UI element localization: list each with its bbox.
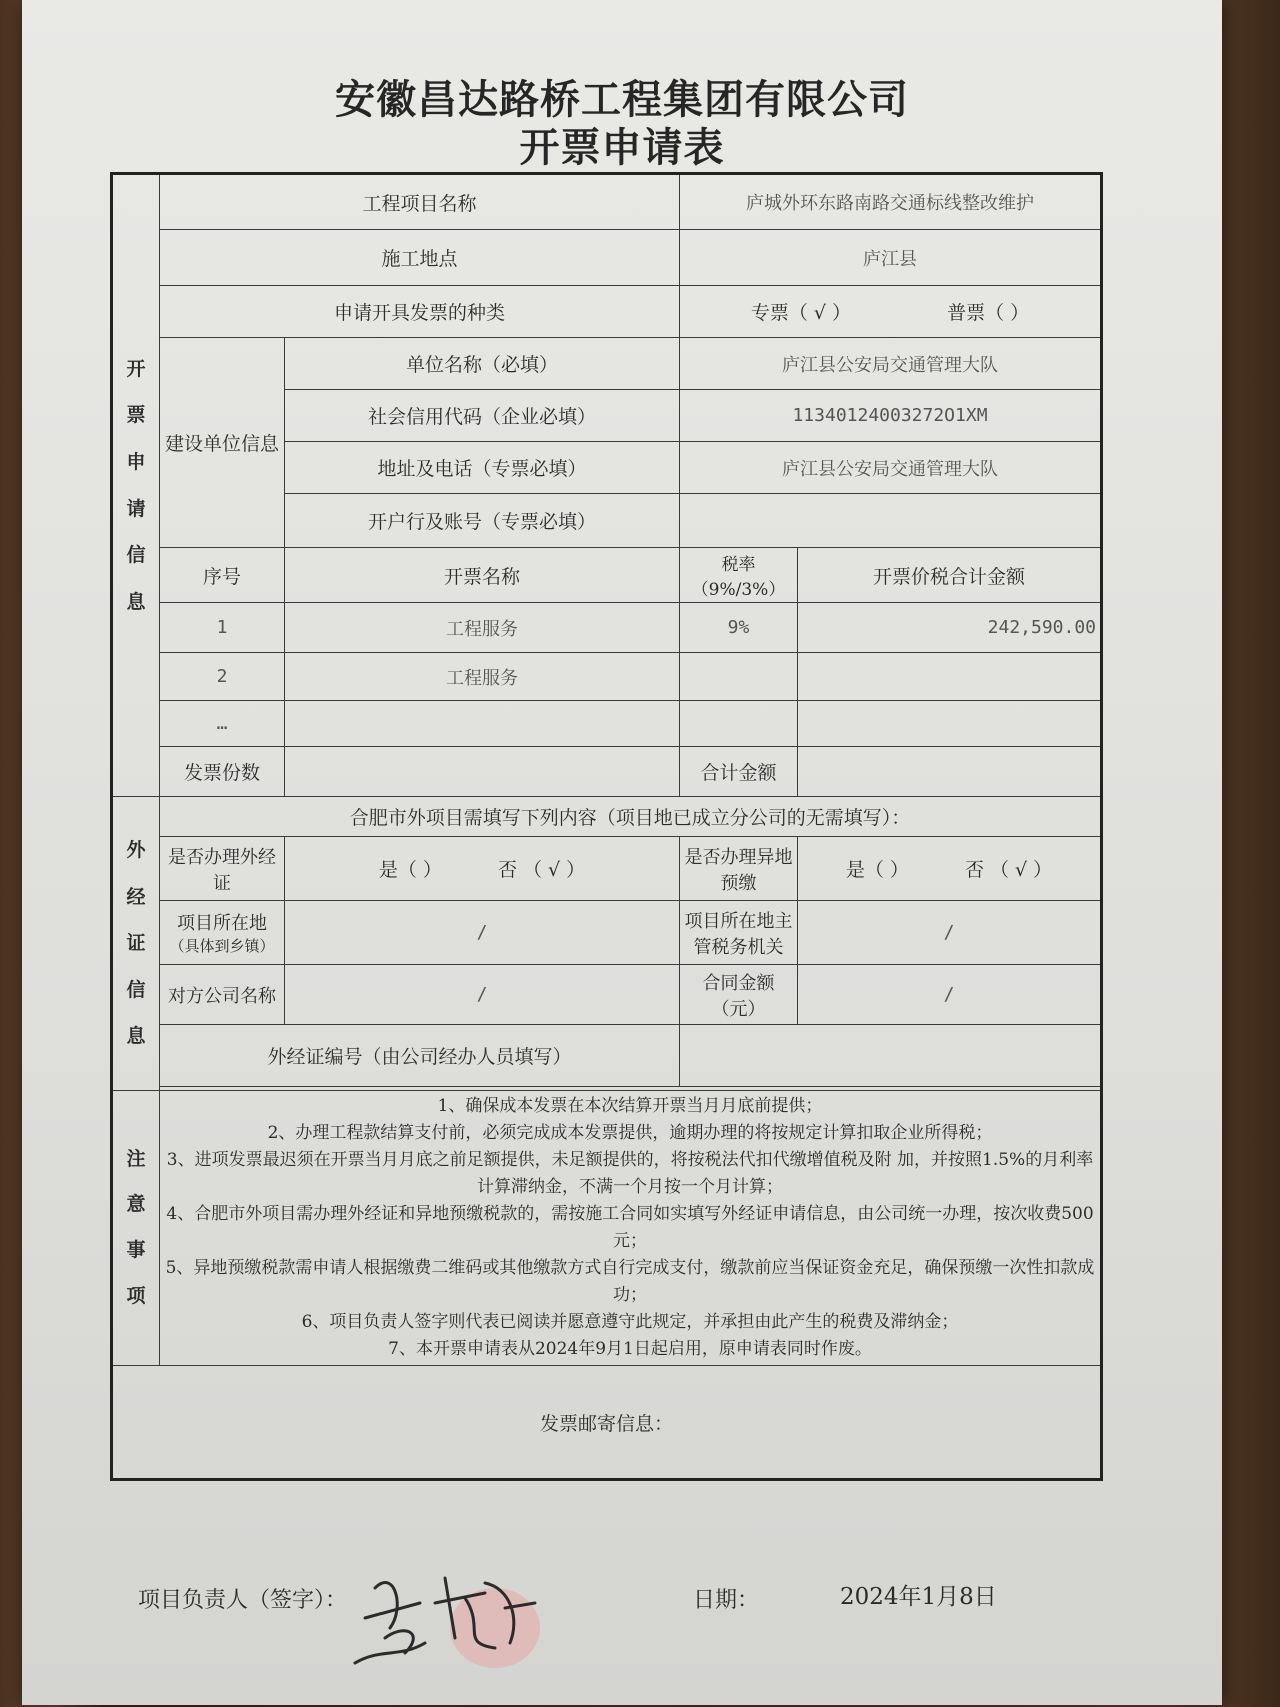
unit-name-value[interactable]: 庐江县公安局交通管理大队 — [680, 338, 1102, 390]
project-name-label: 工程项目名称 — [160, 174, 680, 230]
contract-amount-value[interactable]: / — [798, 965, 1102, 1025]
section-label-notes: 注 意 事 项 — [112, 1091, 160, 1366]
outside-intro: 合肥市外项目需填写下列内容（项目地已成立分公司的无需填写）： — [160, 797, 1102, 837]
site-label: 施工地点 — [160, 230, 680, 286]
copies-value[interactable] — [285, 747, 680, 797]
handwritten-signature[interactable] — [335, 1548, 565, 1688]
credit-code-label: 社会信用代码（企业必填） — [285, 390, 680, 442]
signer-label: 项目负责人（签字）： — [138, 1588, 348, 1613]
table-row — [112, 701, 1102, 747]
company-name: 安徽昌达路桥工程集团有限公司 — [335, 77, 909, 123]
unit-name-label: 单位名称（必填） — [285, 338, 680, 390]
item-rate[interactable] — [680, 701, 798, 747]
address-value[interactable]: 庐江县公安局交通管理大队 — [680, 442, 1102, 494]
counterparty-value[interactable]: / — [285, 965, 680, 1025]
normal-invoice-checkbox[interactable]: 普票（ ） — [947, 302, 1030, 324]
note-item: 4、合肥市外项目需办理外经证和异地预缴税款的，需按施工合同如实填写外经证申请信息，由公司统一办理，按次收费500元； — [166, 1204, 1094, 1251]
permit-number-value[interactable] — [680, 1025, 1102, 1087]
counterparty-label: 对方公司名称 — [160, 965, 285, 1025]
table-row — [112, 653, 1102, 701]
location-value[interactable]: / — [285, 901, 680, 965]
item-amount[interactable] — [798, 653, 1102, 701]
item-rate[interactable]: 9% — [680, 603, 798, 653]
item-seq: … — [160, 701, 285, 747]
permit-yes-checkbox[interactable]: 是（ ） — [378, 859, 442, 881]
prepay-no-checkbox[interactable]: 否 （ √ ） — [964, 859, 1053, 881]
item-name[interactable]: 工程服务 — [285, 653, 680, 701]
builder-info-label: 建设单位信息 — [160, 338, 285, 548]
special-invoice-checkbox[interactable]: 专票（ √ ） — [750, 302, 852, 324]
notes-list — [160, 1091, 1102, 1366]
note-item: 2、办理工程款结算支付前，必须完成成本发票提供，逾期办理的将按规定计算扣取企业所得税； — [267, 1123, 993, 1143]
note-item: 3、进项发票最迟须在开票当月月底之前足额提供，未足额提供的，将按税法代扣代缴增值税及附 加，并按照1.5%的月利率计算滞纳金，不满一个月按一个月计算； — [166, 1150, 1094, 1197]
permit-no-checkbox[interactable]: 否 （ √ ） — [497, 859, 586, 881]
permit-label: 是否办理外经证 — [160, 837, 285, 901]
address-label: 地址及电话（专票必填） — [285, 442, 680, 494]
section-label-invoice-info: 开 票 申 请 信 息 — [112, 174, 160, 797]
date-value[interactable]: 2024年1月8日 — [840, 1584, 997, 1610]
total-value[interactable] — [798, 747, 1102, 797]
col-header-rate: 税率（9%/3%） — [680, 548, 798, 603]
item-name[interactable]: 工程服务 — [285, 603, 680, 653]
contract-amount-label: 合同金额（元） — [680, 965, 798, 1025]
item-seq: 2 — [160, 653, 285, 701]
table-row — [112, 603, 1102, 653]
invoice-type-label: 申请开具发票的种类 — [160, 286, 680, 338]
date-label: 日期： — [693, 1588, 760, 1613]
copies-label: 发票份数 — [160, 747, 285, 797]
location-label: 项目所在地 （具体到乡镇） — [160, 901, 285, 965]
tax-authority-value[interactable]: / — [798, 901, 1102, 965]
prepay-choice[interactable] — [798, 837, 1102, 901]
permit-choice[interactable] — [285, 837, 680, 901]
invoice-type-choice[interactable] — [680, 286, 1102, 338]
total-label: 合计金额 — [680, 747, 798, 797]
credit-code-value[interactable]: 11340124003272O1XM — [680, 390, 1102, 442]
site-value[interactable]: 庐江县 — [680, 230, 1102, 286]
item-amount[interactable]: 242,590.00 — [798, 603, 1102, 653]
location-sublabel: （具体到乡镇） — [169, 937, 275, 955]
mail-info-label: 发票邮寄信息： — [540, 1412, 674, 1435]
item-name[interactable] — [285, 701, 680, 747]
bank-value[interactable] — [680, 494, 1102, 548]
note-item: 6、项目负责人签字则代表已阅读并愿意遵守此规定，并承担由此产生的税费及滞纳金； — [301, 1312, 959, 1332]
col-header-amount: 开票价税合计金额 — [798, 548, 1102, 603]
note-item: 7、本开票申请表从2024年9月1日起启用，原申请表同时作废。 — [388, 1339, 872, 1359]
item-rate[interactable] — [680, 653, 798, 701]
item-seq: 1 — [160, 603, 285, 653]
col-header-seq: 序号 — [160, 548, 285, 603]
tax-authority-label: 项目所在地主管税务机关 — [680, 901, 798, 965]
project-name-value[interactable]: 庐城外环东路南路交通标线整改维护 — [680, 174, 1102, 230]
col-header-name: 开票名称 — [285, 548, 680, 603]
note-item: 1、确保成本发票在本次结算开票当月月底前提供； — [437, 1096, 823, 1116]
invoice-application-table — [110, 172, 1103, 1481]
prepay-yes-checkbox[interactable]: 是（ ） — [845, 859, 909, 881]
permit-number-label: 外经证编号（由公司经办人员填写） — [160, 1025, 680, 1087]
item-amount[interactable] — [798, 701, 1102, 747]
note-item: 5、异地预缴税款需申请人根据缴费二维码或其他缴款方式自行完成支付，缴款前应当保证资金充足，确保预缴一次性扣款成功； — [165, 1258, 1095, 1305]
prepay-label: 是否办理异地预缴 — [680, 837, 798, 901]
mail-info-field[interactable] — [112, 1366, 1102, 1480]
form-title: 开票申请表 — [519, 125, 725, 171]
section-label-outside-permit: 外 经 证 信 息 — [112, 797, 160, 1091]
bank-label: 开户行及账号（专票必填） — [285, 494, 680, 548]
